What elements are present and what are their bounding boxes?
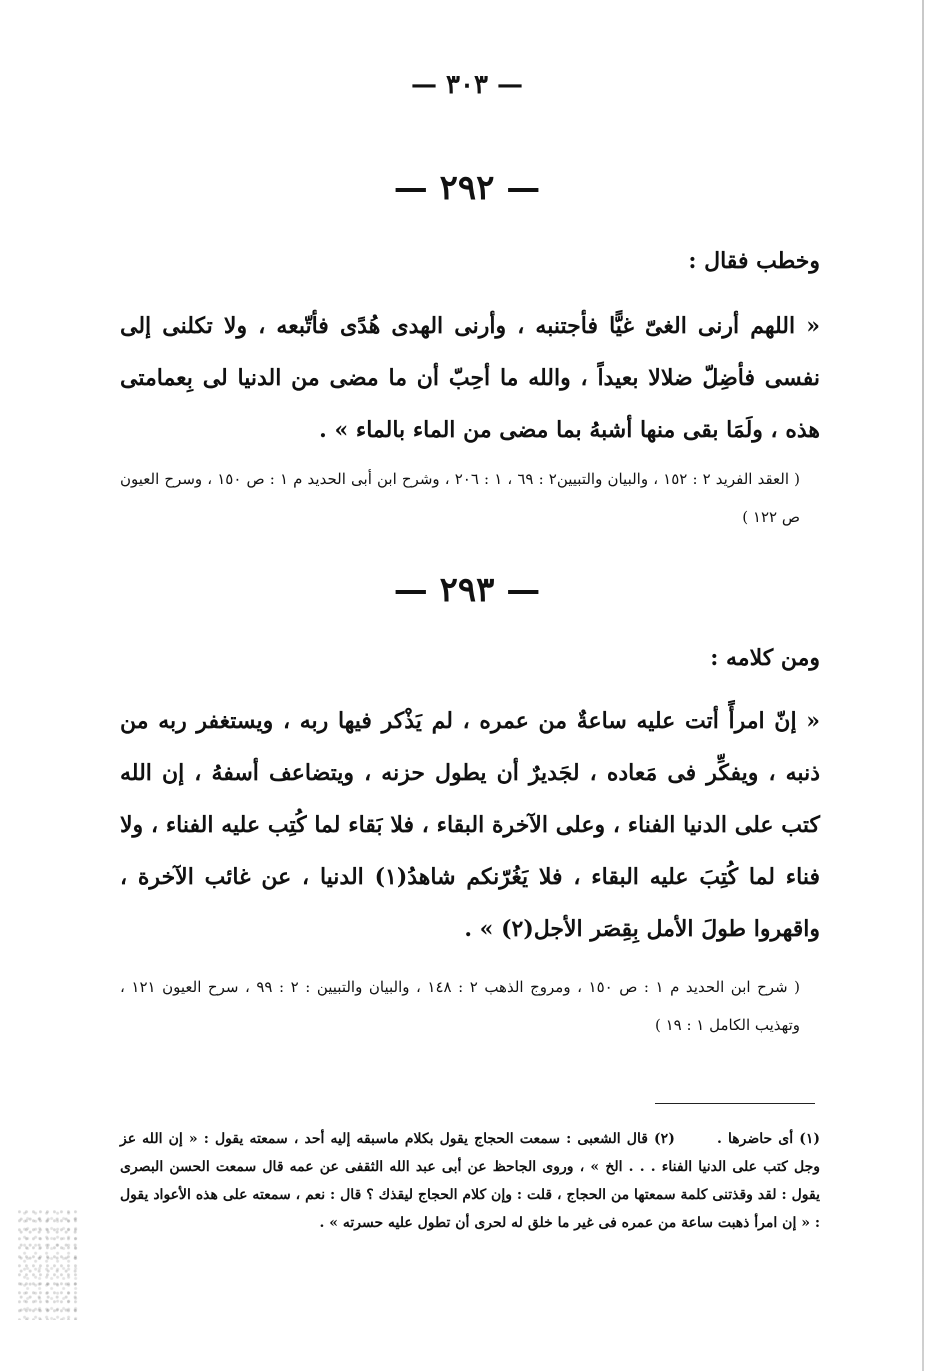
citation-292: ( العقد الفريد ٢ : ١٥٢ ، والبيان والتبيين٢ : ٦٩ ، ١ : ٢٠٦ ، وشرح ابن أبى الحديد م ١ : ص ١٥٠ ، وسرح العيون ص ١٢٢ ) — [120, 470, 800, 526]
citation-293: ( شرح ابن الحديد م ١ : ص ١٥٠ ، ومروج الذهب ٢ : ١٤٨ ، والبيان والتبيين : ٢ : ٩٩ ، سرح العيون ١٢١ ، وتهذيب الكامل ١ : ١٩ ) — [120, 978, 801, 1034]
section-number-292: — ٢٩٢ — — [393, 168, 541, 208]
scan-speckle — [18, 1210, 78, 1320]
footnote-2: (٢) قال الشعبى : سمعت الحجاج يقول بكلام ماسبقه إليه أحد ، سمعته يقول : « إن الله عز وجل كتب على الدنيا الفناء . . . الخ » ، وروى الجاحظ عن أبى عبد الله الثقفى عن عمه قال سمعت الحسن البصرى يقول : لقد وقذتنى كلمة سمعتها من الحجاج ، قلت : وإن كلام الحجاج ليقذك ؟ قال : نعم ، سمعته على هذه الأعواد يقول : « إن امرأ ذهبت ساعة من عمره فى غير ما خلق له لحرى أن تطول عليه حسرته » . — [120, 1131, 820, 1231]
quote-293: « إنّ امرأً أتت عليه ساعةٌ من عمره ، لم يَذْكر فيها ربه ، ويستغفر ربه من ذنبه ، ويفكِّر فى مَعاده ، لجَديرٌ أن يطول حزنه ، ويتضاعف أسفهُ ، إن الله كتب على الدنيا الفناء ، وعلى الآخرة البقاء ، فلا بَقاء لما كُتِب عليه الفناء ، ولا فناء لما كُتِبَ عليه البقاء ، فلا يَغُرّنكم شاهدُ(١) الدنيا ، عن غائب الآخرة ، واقهروا طولَ الأمل بِقِصَر الأجل(٢) » . — [120, 708, 820, 942]
footnote-divider — [655, 1103, 815, 1104]
section-intro-292: وخطب فقال : — [688, 248, 820, 274]
page-number: — ٣٠٣ — — [410, 70, 524, 100]
section-number-293: — ٢٩٣ — — [393, 570, 541, 610]
footnote-1: (١) أى حاضرها . — [717, 1131, 821, 1147]
section-intro-293: ومن كلامه : — [710, 645, 820, 671]
quote-292: « اللهم أرنى الغىّ غيًّا فأجتنبه ، وأرنى الهدى هُدًى فأتّبعه ، ولا تكلنى إلى نفسى فأضِلّ ضلالا بعيداً ، والله ما أحِبّ أن ما مضى من الدنيا لى بِعمامتى هذه ، ولَمَا بقى منها أشبهُ بما مضى من الماء بالماء » . — [120, 313, 820, 443]
footnotes — [120, 1125, 820, 1237]
